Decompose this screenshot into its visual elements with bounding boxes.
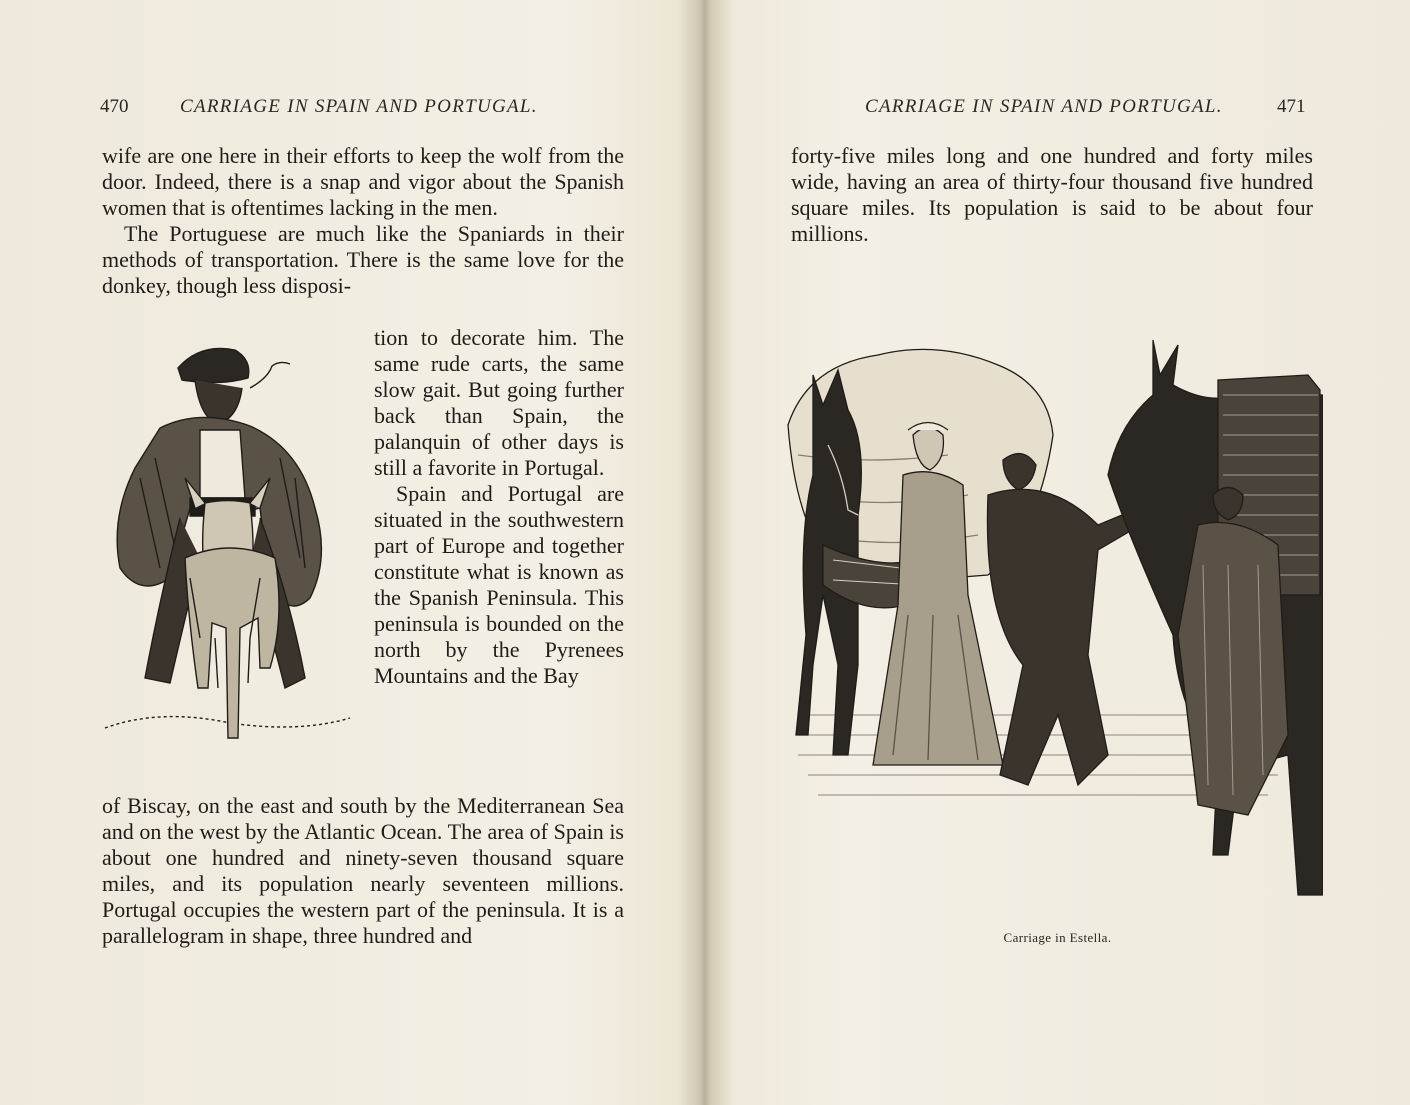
left-page-number: 470 [100, 96, 129, 117]
left-paragraph-3-bottom: of Biscay, on the east and south by the Mediterranean Sea and on the west by the Atlantic Ocean. The area of Spain is about one hundred and ninety-seven thousand square miles, and its population nearly seventeen millions. Portugal occupies the western part of the peninsula. It is a parallelogram in shape, three hundred and [102, 793, 624, 948]
left-paragraph-1: wife are one here in their efforts to keep the wolf from the door. Indeed, there is a snap and vigor about the Spanish women that is oftentimes lacking in the men. [102, 143, 624, 220]
rider-on-donkey-illustration [100, 338, 362, 788]
left-top-text [102, 143, 624, 299]
right-paragraph-1: forty-five miles long and one hundred and forty miles wide, having an area of thirty-four thousand five hundred square miles. Its population is said to be about four millions. [791, 143, 1313, 246]
right-page [705, 0, 1410, 1105]
left-bottom-text [102, 793, 624, 949]
figure-caption: Carriage in Estella. [1003, 930, 1112, 945]
left-paragraph-3-wrap: Spain and Portugal are situated in the southwestern part of Europe and together constitute what is known as the Spanish Peninsula. This peninsula is bounded on the north by the Pyrenees Mountains and the Bay [374, 481, 624, 688]
right-page-number: 471 [1277, 96, 1306, 117]
right-running-head: CARRIAGE IN SPAIN AND PORTUGAL. [865, 96, 1223, 117]
carriage-in-estella-illustration [768, 335, 1323, 920]
left-paragraph-2-wrap: tion to decorate him. The same rude carts, the same slow gait. But going further back than Spain, the palanquin of other days is still a favorite in Portugal. [374, 325, 624, 480]
right-top-text [791, 143, 1313, 247]
left-running-head: CARRIAGE IN SPAIN AND PORTUGAL. [180, 96, 538, 117]
left-wrap-text [374, 325, 624, 689]
left-paragraph-2-top: The Portuguese are much like the Spaniards in their methods of transportation. There is the same love for the donkey, though less disposi- [102, 221, 624, 298]
